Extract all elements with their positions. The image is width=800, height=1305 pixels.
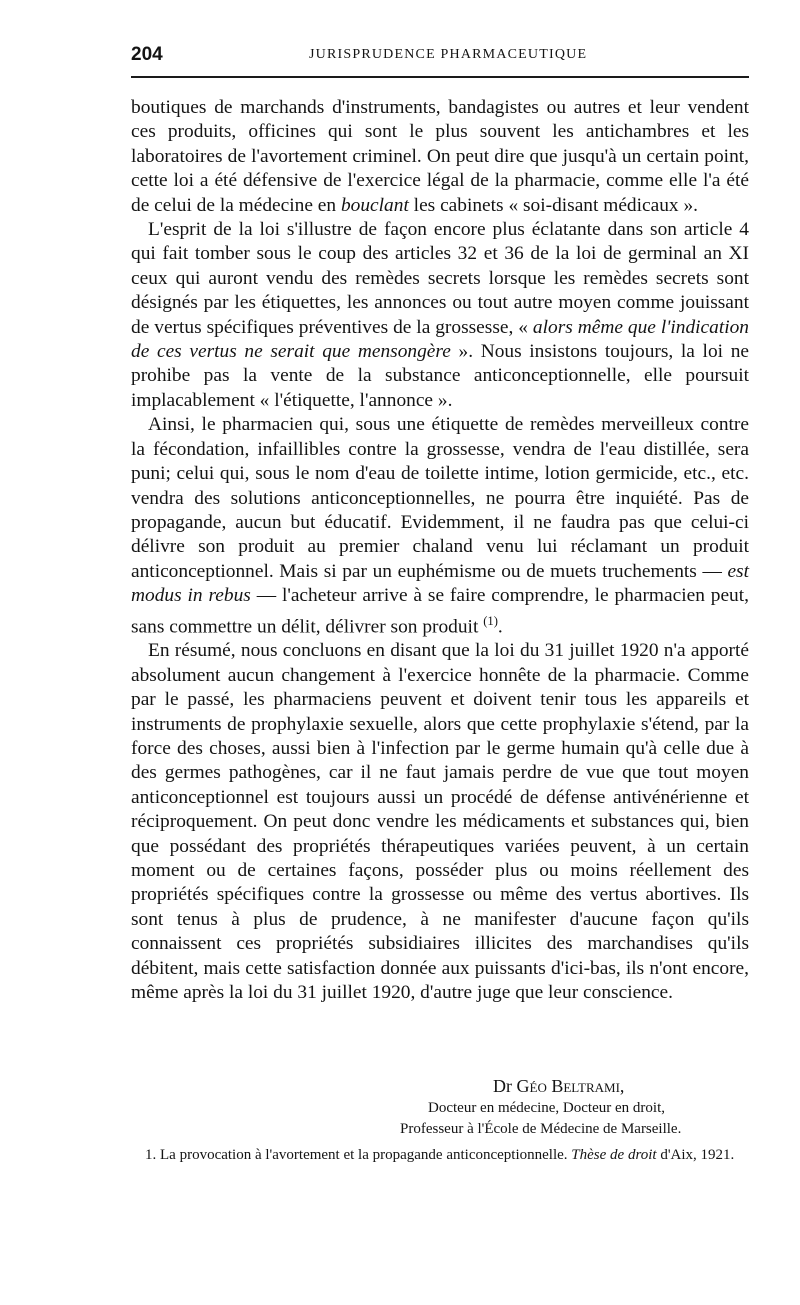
author-name: Dr Géo Beltrami, <box>493 1076 625 1096</box>
author-affiliation: Professeur à l'École de Médecine de Marseille. <box>400 1121 682 1137</box>
footnote: 1. La provocation à l'avortement et la propagande anticonceptionnelle. Thèse de droit d'Aix, 1921. <box>145 1147 735 1163</box>
running-head: JURISPRUDENCE PHARMACEUTIQUE <box>309 47 588 62</box>
header-rule <box>131 76 749 78</box>
page-number: 204 <box>131 44 163 65</box>
paragraph-4: En résumé, nous concluons en disant que la loi du 31 juillet 1920 n'a apporté absolument aucun changement à l'exercice honnête de la pharmacie. Comme par le passé, les pharmaciens peuvent et doivent tenir tous les appareils et instruments de prophylaxie sexuelle, alors que cette prophylaxie s'étend, par la force des choses, aussi bien à l'infection par le germe humain qu'à celle due à des germes pathogènes, car il ne faut jamais perdre de vue que tout moyen anticonceptionnel est toujours aussi un procédé de défense antivénérienne et réciproquement. On peut donc vendre les médicaments et substances qui, bien que possédant des propriétés thérapeutiques variées peuvent, à un certain moment ou de certaines façons, posséder plus ou moins réellement des propriétés spécifiques contre la grossesse ou même des vertus abortives. Ils sont tenus à plus de prudence, à ne manifester d'aucune façon qu'ils connaissent ces propriétés subsidiaires illicites des marchandises qu'ils débitent, mais cette satisfaction donnée aux puissants d'ici-bas, ils n'ont encore, même après la loi du 31 juillet 1920, d'autre juge que leur conscience. <box>131 640 749 1004</box>
paragraph-2: L'esprit de la loi s'illustre de façon encore plus éclatante dans son article 4 qui fait tomber sous le coup des articles 32 et 36 de la loi de germinal an XI ceux qui auront vendu des remèdes secrets lorsque les remèdes secrets sont désignés par les étiquettes, les annonces ou tout autre moyen comme jouissant de vertus spécifiques préventives de la grossesse, « alors même que l'indication de ces vertus ne serait que mensongère ». Nous insistons toujours, la loi ne prohibe pas la vente de la substance anticonceptionnelle, elle poursuit implacablement « l'étiquette, l'annonce ». <box>131 219 749 411</box>
paragraph-3: Ainsi, le pharmacien qui, sous une étiquette de remèdes merveilleux contre la fécondation, infaillibles contre la grossesse, vendra de l'eau distillée, sera puni; celui qui, sous le nom d'eau de toilette intime, lotion germicide, etc., etc. vendra des solutions anticonceptionnelles, ne pourra être inquiété. Pas de propagande, aucun but éducatif. Evidemment, il ne faudra pas que celui-ci délivre son produit au premier chaland venu lui réclamant un produit anticonceptionnel. Mais si par un euphémisme ou de muets truchements — est modus in rebus — l'acheteur arrive à se faire comprendre, le pharmacien peut, sans commettre un délit, délivrer son produit $^{(1)}$. <box>131 414 749 637</box>
paragraph-1: boutiques de marchands d'instruments, bandagistes ou autres et leur vendent ces produits, officines qui sont le plus souvent les antichambres et les laboratoires de l'avortement criminel. On peut dire que jusqu'à un certain point, cette loi a été défensive de l'exercice légal de la pharmacie, comme elle l'a été de celui de la médecine en bouclant les cabinets « soi-disant médicaux ». <box>131 97 749 216</box>
body-text <box>131 96 749 1006</box>
page-header <box>131 44 749 66</box>
footnote-reference[interactable]: (1) <box>483 613 498 628</box>
author-credentials: Docteur en médecine, Docteur en droit, <box>428 1100 665 1116</box>
